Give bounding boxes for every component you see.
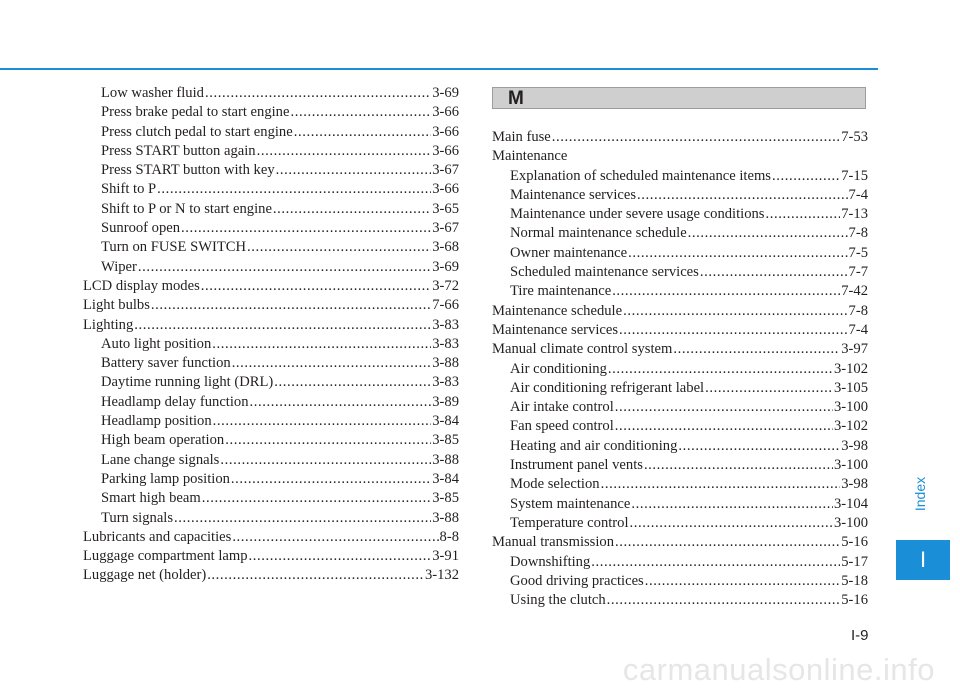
dot-leader: [232, 354, 432, 373]
index-entry-page: 7-15: [841, 167, 868, 184]
index-entry-page: 7-4: [848, 321, 868, 338]
index-entry[interactable]: [83, 316, 459, 335]
dot-leader: [202, 489, 432, 508]
index-entry-label: Heating and air conditioning: [510, 437, 678, 454]
index-entry[interactable]: [492, 553, 868, 572]
index-entry-label: Headlamp delay function: [101, 393, 249, 410]
index-entry-page: 5-18: [841, 572, 868, 589]
index-entry-label: Using the clutch: [510, 592, 606, 609]
index-entry[interactable]: [492, 205, 868, 224]
index-column-left: [83, 84, 459, 586]
index-entry-label: Air conditioning refrigerant label: [510, 379, 705, 396]
dot-leader: [630, 514, 833, 533]
dot-leader: [274, 373, 431, 392]
index-entry[interactable]: [492, 417, 868, 436]
index-entry-page: 7-4: [848, 186, 868, 203]
index-entry-label: High beam operation: [101, 432, 225, 449]
index-entry-page: 7-8: [848, 225, 868, 242]
index-entry[interactable]: [83, 373, 459, 392]
index-entry-label: Maintenance services: [492, 321, 619, 338]
index-entry[interactable]: [83, 451, 459, 470]
index-tab-letter: I: [919, 547, 927, 572]
index-entry[interactable]: [83, 161, 459, 180]
index-entry-label: Air intake control: [510, 399, 614, 416]
dot-leader: [619, 321, 848, 340]
dot-leader: [294, 123, 432, 142]
dot-leader: [608, 360, 833, 379]
index-entry-page: 7-5: [848, 244, 868, 261]
index-entry-label: Lane change signals: [101, 451, 220, 468]
index-entry-label: Headlamp position: [101, 413, 212, 430]
index-entry[interactable]: [492, 321, 868, 340]
index-entry-label: Lighting: [83, 316, 134, 333]
index-entry-label: Maintenance services: [510, 186, 637, 203]
index-entry[interactable]: [83, 528, 459, 547]
index-entry[interactable]: [492, 456, 868, 475]
index-entry-page: 3-100: [833, 514, 868, 531]
index-entry[interactable]: [492, 591, 868, 610]
index-entry[interactable]: [492, 167, 868, 186]
index-entry-page: 3-88: [432, 451, 459, 468]
dot-leader: [688, 224, 848, 243]
index-entry-page: 3-100: [833, 399, 868, 416]
dot-leader: [615, 417, 833, 436]
index-entry-label: Manual climate control system: [492, 341, 673, 358]
dot-leader: [212, 335, 431, 354]
index-entry[interactable]: [83, 180, 459, 199]
index-entry-label: Mode selection: [510, 476, 600, 493]
dot-leader: [591, 553, 840, 572]
index-entry-page: 3-66: [432, 142, 459, 159]
index-entry-page: 7-13: [841, 206, 868, 223]
dot-leader: [766, 205, 841, 224]
index-entry-page: 7-42: [841, 283, 868, 300]
dot-leader: [207, 566, 424, 585]
index-entry-label: Scheduled maintenance services: [510, 264, 699, 281]
index-entry-label: Shift to P or N to start engine: [101, 200, 272, 217]
index-entry[interactable]: [83, 84, 459, 103]
index-entry-page: 3-85: [432, 432, 459, 449]
index-entry-page: 3-85: [432, 490, 459, 507]
index-entry-page: 7-8: [848, 302, 868, 319]
dot-leader: [205, 84, 431, 103]
index-entry-label: Daytime running light (DRL): [101, 374, 274, 391]
dot-leader: [250, 393, 432, 412]
index-column-right: [492, 128, 868, 610]
index-entry-label: Press brake pedal to start engine: [101, 104, 290, 121]
index-entry[interactable]: [83, 470, 459, 489]
index-entry[interactable]: [492, 128, 868, 147]
index-entry-page: 3-97: [841, 341, 868, 358]
index-entry-page: 5-17: [841, 553, 868, 570]
index-entry-page: 3-88: [432, 509, 459, 526]
index-entry[interactable]: [83, 335, 459, 354]
index-entry-label: Manual transmission: [492, 534, 615, 551]
index-entry-page: 3-132: [424, 567, 459, 584]
dot-leader: [645, 572, 840, 591]
index-entry[interactable]: [492, 360, 868, 379]
index-entry-page: 5-16: [841, 592, 868, 609]
index-entry-page: 3-69: [432, 258, 459, 275]
index-entry-label: Good driving practices: [510, 572, 644, 589]
dot-leader: [673, 340, 840, 359]
index-entry[interactable]: [492, 147, 868, 166]
dot-leader: [231, 470, 431, 489]
index-entry-label: Smart high beam: [101, 490, 201, 507]
index-entry[interactable]: [492, 475, 868, 494]
dot-leader: [151, 296, 431, 315]
index-entry[interactable]: [83, 489, 459, 508]
index-entry-label: Maintenance: [492, 148, 568, 165]
index-entry-label: Lubricants and capacities: [83, 528, 232, 545]
index-entry-page: 3-104: [833, 495, 868, 512]
dot-leader: [220, 451, 431, 470]
index-entry-page: 3-65: [432, 200, 459, 217]
index-entry-page: 3-105: [833, 379, 868, 396]
index-entry[interactable]: [492, 495, 868, 514]
index-entry[interactable]: [492, 302, 868, 321]
dot-leader: [225, 431, 431, 450]
dot-leader: [249, 547, 432, 566]
index-entry[interactable]: [83, 354, 459, 373]
index-entry-label: LCD display modes: [83, 277, 200, 294]
dot-leader: [134, 316, 431, 335]
index-entry-label: Turn signals: [101, 509, 174, 526]
index-entry-label: Normal maintenance schedule: [510, 225, 687, 242]
index-entry-label: Press START button again: [101, 142, 256, 159]
dot-leader: [637, 186, 848, 205]
index-entry[interactable]: [83, 219, 459, 238]
index-entry-label: Light bulbs: [83, 297, 150, 314]
index-entry-label: Turn on FUSE SWITCH: [101, 239, 247, 256]
index-tab-text: Index: [912, 476, 928, 512]
index-entry-page: 3-88: [432, 355, 459, 372]
index-entry-label: Wiper: [101, 258, 137, 275]
index-entry-label: Air conditioning: [510, 360, 607, 377]
index-entry-page: 3-100: [833, 457, 868, 474]
section-header-m: [492, 87, 866, 109]
index-entry[interactable]: [83, 431, 459, 450]
dot-leader: [181, 219, 431, 238]
dot-leader: [273, 200, 431, 219]
index-entry-label: Explanation of scheduled maintenance items: [510, 167, 771, 184]
index-entry-page: 7-66: [432, 297, 459, 314]
dot-leader: [232, 528, 438, 547]
index-entry[interactable]: [492, 379, 868, 398]
index-entry-label: Low washer fluid: [101, 85, 204, 101]
index-entry[interactable]: [83, 200, 459, 219]
index-entry[interactable]: [492, 244, 868, 263]
index-entry[interactable]: [83, 277, 459, 296]
index-entry[interactable]: [492, 340, 868, 359]
index-entry[interactable]: [83, 103, 459, 122]
index-entry[interactable]: [83, 238, 459, 257]
watermark-logo: carmanualsonline.info: [622, 652, 935, 687]
index-entry[interactable]: [83, 123, 459, 142]
dot-leader: [631, 495, 833, 514]
index-entry[interactable]: [492, 282, 868, 301]
dot-leader: [601, 475, 841, 494]
index-entry-page: 3-84: [432, 413, 459, 430]
index-entry-label: System maintenance: [510, 495, 631, 512]
index-entry[interactable]: [492, 533, 868, 552]
index-entry-label: Fan speed control: [510, 418, 614, 435]
index-entry-label: Sunroof open: [101, 220, 181, 237]
index-entry[interactable]: [83, 412, 459, 431]
index-entry-label: Luggage net (holder): [83, 567, 207, 584]
index-entry-label: Battery saver function: [101, 355, 231, 372]
index-entry-page: 3-83: [432, 374, 459, 391]
dot-leader: [552, 128, 840, 147]
top-rule: [0, 68, 878, 70]
dot-leader: [138, 258, 431, 277]
index-entry-label: Shift to P: [101, 181, 157, 198]
index-entry-page: 3-66: [432, 181, 459, 198]
index-entry[interactable]: [492, 572, 868, 591]
index-entry-page: 3-102: [833, 418, 868, 435]
dot-leader: [247, 238, 431, 257]
index-entry-label: Tire maintenance: [510, 283, 612, 300]
index-entry-page: 3-67: [432, 220, 459, 237]
index-entry-page: 3-83: [432, 316, 459, 333]
section-letter: M: [508, 88, 524, 109]
dot-leader: [612, 282, 840, 301]
dot-leader: [213, 412, 432, 431]
index-entry-page: 7-7: [848, 264, 868, 281]
index-entry-page: 3-91: [432, 548, 459, 565]
dot-leader: [700, 263, 848, 282]
index-entry-label: Maintenance schedule: [492, 302, 623, 319]
index-entry[interactable]: [492, 437, 868, 456]
index-entry-page: 3-68: [432, 239, 459, 256]
index-entry-label: Downshifting: [510, 553, 591, 570]
index-entry-label: Instrument panel vents: [510, 457, 643, 474]
index-entry[interactable]: [492, 514, 868, 533]
index-entry[interactable]: [492, 186, 868, 205]
index-entry-page: 7-53: [841, 129, 868, 145]
dot-leader: [615, 398, 833, 417]
index-entry[interactable]: [83, 547, 459, 566]
index-entry-label: Press START button with key: [101, 162, 275, 179]
dot-leader: [705, 379, 833, 398]
page-number: I-9: [851, 627, 869, 644]
dot-leader: [644, 456, 833, 475]
dot-leader: [678, 437, 840, 456]
index-entry-label: Auto light position: [101, 335, 212, 352]
index-entry-page: 3-98: [841, 476, 868, 493]
index-entry[interactable]: [492, 224, 868, 243]
index-entry-page: 3-102: [833, 360, 868, 377]
index-entry-page: 5-16: [841, 534, 868, 551]
dot-leader: [276, 161, 432, 180]
dot-leader: [257, 142, 432, 161]
index-entry-page: 3-98: [841, 437, 868, 454]
index-entry-label: Parking lamp position: [101, 470, 230, 487]
index-entry-page: 8-8: [439, 528, 459, 545]
dot-leader: [772, 167, 840, 186]
index-entry[interactable]: [83, 142, 459, 161]
index-entry[interactable]: [83, 393, 459, 412]
index-entry-page: 3-69: [432, 85, 459, 101]
index-entry-page: 3-84: [432, 470, 459, 487]
index-entry-page: 3-66: [432, 104, 459, 121]
index-entry[interactable]: [492, 398, 868, 417]
index-entry[interactable]: [83, 258, 459, 277]
dot-leader: [174, 509, 431, 528]
index-entry-page: 3-67: [432, 162, 459, 179]
index-entry-page: 3-72: [432, 277, 459, 294]
index-entry[interactable]: [83, 296, 459, 315]
dot-leader: [628, 244, 847, 263]
index-entry[interactable]: [83, 566, 459, 585]
index-entry-label: Main fuse: [492, 129, 551, 145]
index-entry-label: Press clutch pedal to start engine: [101, 123, 293, 140]
index-entry-page: 3-89: [432, 393, 459, 410]
index-entry-label: Luggage compartment lamp: [83, 548, 248, 565]
index-entry-label: Temperature control: [510, 514, 629, 531]
index-tab-letter-box[interactable]: [896, 540, 950, 580]
dot-leader: [607, 591, 841, 610]
dot-leader: [623, 302, 847, 321]
index-tab-label[interactable]: [896, 456, 944, 532]
index-entry-label: Owner maintenance: [510, 244, 628, 261]
index-entry-page: 3-66: [432, 123, 459, 140]
index-entry-label: Maintenance under severe usage conditions: [510, 206, 765, 223]
dot-leader: [290, 103, 431, 122]
index-entry[interactable]: [492, 263, 868, 282]
index-entry[interactable]: [83, 509, 459, 528]
dot-leader: [201, 277, 431, 296]
dot-leader: [615, 533, 840, 552]
index-entry-page: 3-83: [432, 335, 459, 352]
dot-leader: [157, 180, 431, 199]
